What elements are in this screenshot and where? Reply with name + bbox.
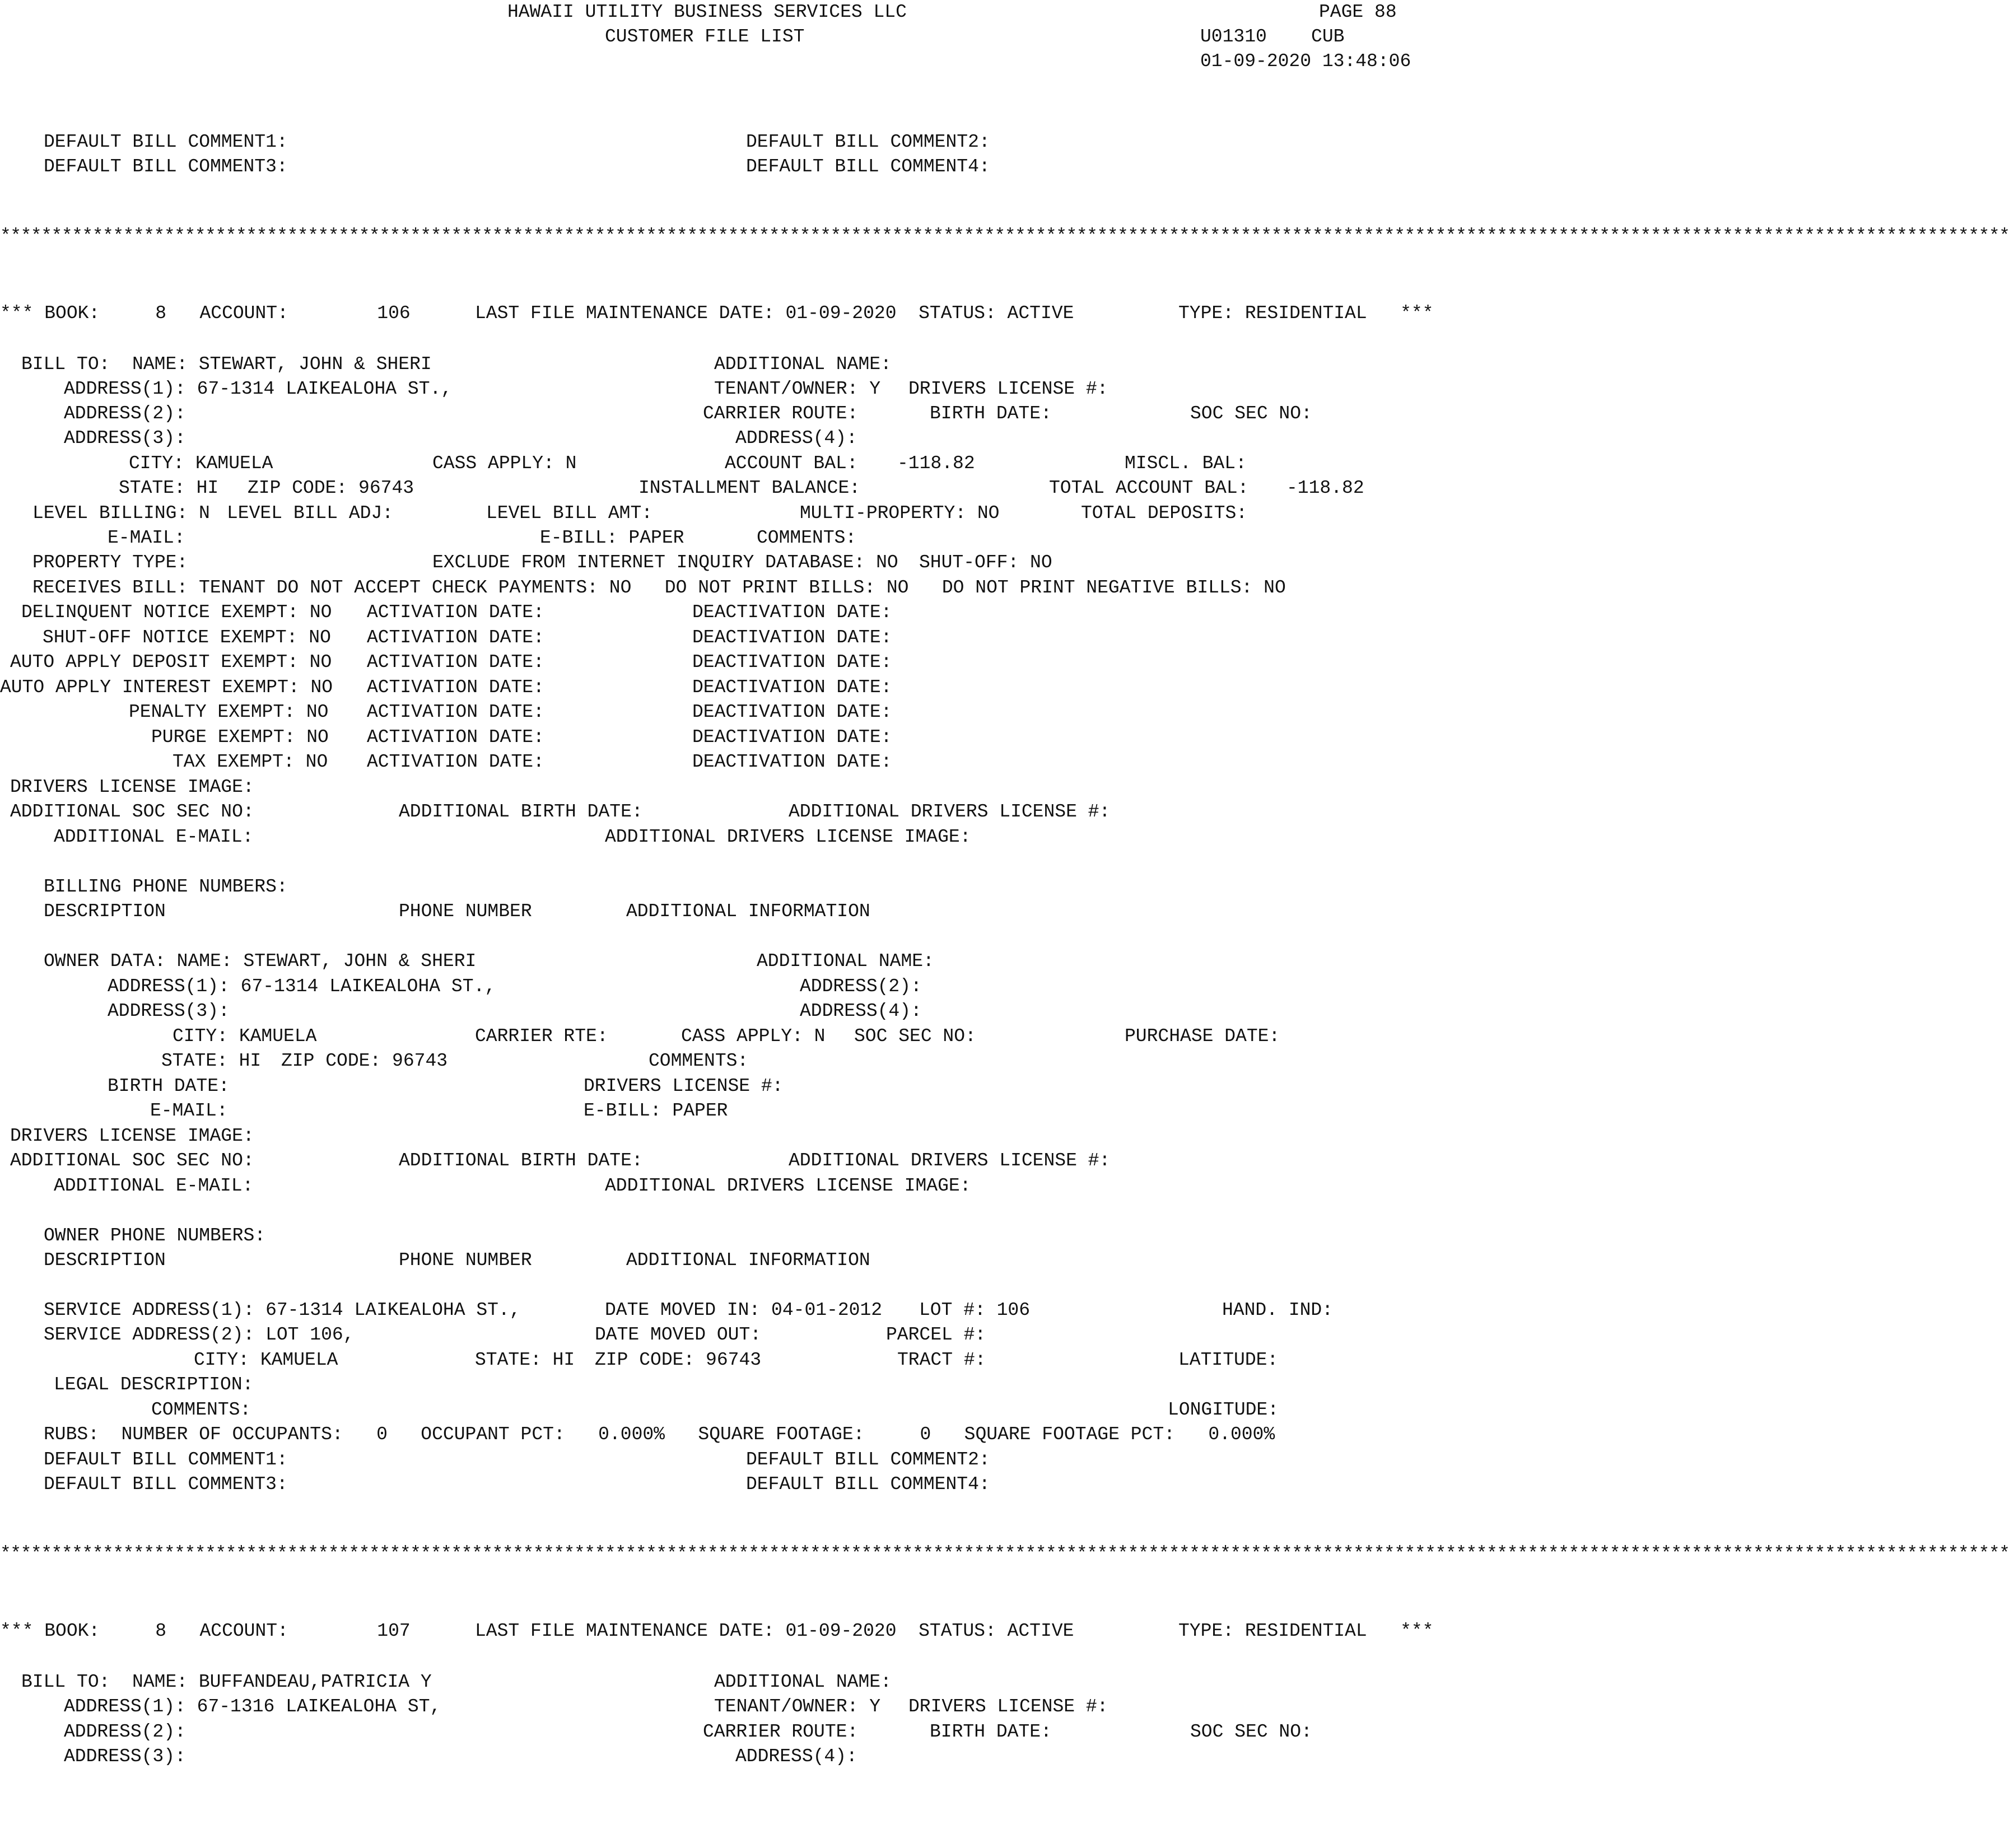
report-line [0, 426, 1428, 451]
field-text: SERVICE ADDRESS(1): 67-1314 LAIKEALOHA ST., [44, 1300, 521, 1320]
report-line [0, 1619, 1434, 1644]
field-text: DEFAULT BILL COMMENT2: [746, 132, 990, 152]
field-text: ADDRESS(1): 67-1316 LAIKEALOHA ST, [64, 1696, 441, 1717]
field-text: MISCL. BAL: [1125, 453, 1247, 474]
field-text: DEFAULT BILL COMMENT3: [44, 156, 288, 177]
field-text: CARRIER RTE: [475, 1026, 608, 1047]
field-text: AUTO APPLY INTEREST EXEMPT: NO [0, 677, 333, 698]
report-line [0, 899, 1428, 924]
field-text: ADDITIONAL SOC SEC NO: [10, 801, 254, 822]
field-text: ZIP CODE: 96743 [281, 1051, 448, 1071]
field-text: SOC SEC NO: [1190, 403, 1312, 424]
field-text: STATE: HI [475, 1350, 575, 1370]
field-text: ADDRESS(4): [735, 1746, 857, 1767]
field-text: ADDITIONAL NAME: [714, 354, 892, 375]
report-line [0, 875, 1428, 899]
field-text: ACTIVATION DATE: [367, 752, 544, 772]
field-text: CARRIER ROUTE: [703, 403, 859, 424]
report-line [0, 800, 1428, 824]
report-line [0, 1323, 1428, 1347]
field-text: DEACTIVATION DATE: [692, 677, 892, 698]
field-text: TYPE: RESIDENTIAL *** [1178, 1621, 1434, 1641]
field-text: *** BOOK: 8 ACCOUNT: 107 [0, 1621, 411, 1641]
field-text: BIRTH DATE: [930, 403, 1052, 424]
field-text: TRACT #: [897, 1350, 986, 1370]
field-text: SHUT-OFF: NO [919, 552, 1052, 573]
report-line [0, 155, 1428, 179]
asterisk-separator: **************************************************************************************************************************************************************************************************** [0, 226, 2009, 246]
report-line [0, 576, 1428, 600]
field-text: DEACTIVATION DATE: [692, 652, 892, 673]
page-number: PAGE 88 [1319, 2, 1397, 22]
report-line [0, 999, 1428, 1024]
field-text: PENALTY EXEMPT: NO [129, 702, 329, 722]
field-text: ACTIVATION DATE: [367, 652, 544, 673]
field-text: ADDRESS(2): [64, 403, 186, 424]
report-line [0, 626, 1428, 650]
report-line [0, 476, 1428, 501]
field-text: *** BOOK: 8 ACCOUNT: 106 [0, 303, 411, 324]
report-title: CUSTOMER FILE LIST [605, 26, 805, 47]
field-text: LEVEL BILL AMT: [486, 503, 653, 524]
field-text: ACTIVATION DATE: [367, 677, 544, 698]
separator-line [0, 1542, 2009, 1566]
report-line [0, 1448, 1428, 1472]
field-text: COMMENTS: [757, 528, 857, 548]
field-text: LAST FILE MAINTENANCE DATE: 01-09-2020 STATUS: ACTIVE [475, 303, 1074, 324]
field-text: ADDITIONAL DRIVERS LICENSE IMAGE: [605, 1175, 971, 1196]
field-text: DESCRIPTION [44, 1250, 166, 1271]
field-text: DRIVERS LICENSE #: [908, 1696, 1108, 1717]
field-text: CASS APPLY: N [432, 453, 577, 474]
field-text: DEFAULT BILL COMMENT4: [746, 156, 990, 177]
field-text: BIRTH DATE: [930, 1721, 1052, 1742]
report-line [0, 675, 1428, 700]
field-text: ADDRESS(4): [735, 428, 857, 449]
field-text: ADDITIONAL BIRTH DATE: [399, 1150, 643, 1171]
field-text: ACTIVATION DATE: [367, 602, 544, 623]
report-line [0, 501, 1428, 526]
field-text: LEVEL BILLING: N [32, 503, 210, 524]
asterisk-separator: **************************************************************************************************************************************************************************************************** [0, 1543, 2009, 1564]
field-text: DEFAULT BILL COMMENT1: [44, 132, 288, 152]
field-text: BILL TO: NAME: BUFFANDEAU,PATRICIA Y [21, 1672, 432, 1692]
field-text: CITY: KAMUELA [173, 1026, 317, 1047]
field-text: DEFAULT BILL COMMENT3: [44, 1474, 288, 1495]
field-text: LEGAL DESCRIPTION: [54, 1374, 254, 1395]
field-text: PROPERTY TYPE: [32, 552, 188, 573]
field-text: SOC SEC NO: [854, 1026, 976, 1047]
report-line [0, 377, 1428, 402]
report-code: U01310 CUB [1200, 26, 1345, 47]
field-text: CASS APPLY: N [681, 1026, 826, 1047]
field-text: ADDITIONAL DRIVERS LICENSE #: [789, 801, 1111, 822]
field-text: ADDRESS(2): [800, 976, 922, 997]
field-text: ZIP CODE: 96743 [248, 478, 414, 498]
field-text: SOC SEC NO: [1190, 1721, 1312, 1742]
field-text: DEACTIVATION DATE: [692, 627, 892, 648]
report-line [0, 550, 1428, 575]
company-name: HAWAII UTILITY BUSINESS SERVICES LLC [507, 2, 907, 22]
report-line [0, 1149, 1428, 1173]
report-line [0, 1248, 1428, 1273]
report-line [0, 130, 1428, 155]
field-text: ADDITIONAL DRIVERS LICENSE #: [789, 1150, 1111, 1171]
field-text: PHONE NUMBER [399, 901, 532, 922]
field-text: LEVEL BILL ADJ: [227, 503, 394, 524]
report-line [0, 1695, 1428, 1719]
field-text: DELINQUENT NOTICE EXEMPT: NO [21, 602, 332, 623]
field-text: DEACTIVATION DATE: [692, 702, 892, 722]
field-text: INSTALLMENT BALANCE: [638, 478, 861, 498]
field-text: ADDITIONAL E-MAIL: [54, 1175, 254, 1196]
field-text: DEACTIVATION DATE: [692, 602, 892, 623]
report-line [0, 1124, 1428, 1149]
field-text: CITY: KAMUELA [129, 453, 273, 474]
field-text: AUTO APPLY DEPOSIT EXEMPT: NO [10, 652, 332, 673]
field-text: DATE MOVED IN: 04-01-2012 [605, 1300, 883, 1320]
field-text: TENANT/OWNER: Y [714, 1696, 881, 1717]
field-text: TYPE: RESIDENTIAL *** [1178, 303, 1434, 324]
report-line [0, 1074, 1428, 1099]
report-line [0, 301, 1434, 326]
field-text: DEFAULT BILL COMMENT1: [44, 1449, 288, 1470]
report-line [0, 775, 1428, 800]
field-text: LOT #: 106 [919, 1300, 1031, 1320]
report-line [0, 1224, 1428, 1248]
report-line [0, 1472, 1428, 1497]
report-line [0, 1398, 1428, 1422]
field-text: LONGITUDE: [1168, 1399, 1279, 1420]
field-text: PURGE EXEMPT: NO [151, 727, 329, 748]
field-text: STATE: HI [119, 478, 219, 498]
field-text: DEACTIVATION DATE: [692, 752, 892, 772]
report-line [0, 526, 1428, 550]
field-text: DEACTIVATION DATE: [692, 727, 892, 748]
field-text: CARRIER ROUTE: [703, 1721, 859, 1742]
report-line [0, 974, 1428, 999]
field-text: ZIP CODE: 96743 [595, 1350, 762, 1370]
report-line [0, 1373, 1428, 1397]
field-text: ADDRESS(3): [108, 1001, 230, 1021]
report-timestamp: 01-09-2020 13:48:06 [1200, 51, 1411, 72]
field-text: LAST FILE MAINTENANCE DATE: 01-09-2020 STATUS: ACTIVE [475, 1621, 1074, 1641]
report-line [0, 352, 1428, 377]
field-text: BIRTH DATE: [108, 1076, 230, 1096]
field-text: COMMENTS: [151, 1399, 251, 1420]
report-line [0, 1670, 1428, 1695]
field-text: DRIVERS LICENSE IMAGE: [10, 1126, 254, 1146]
report-line [0, 1024, 1428, 1049]
field-text: ACTIVATION DATE: [367, 702, 544, 722]
field-text: DESCRIPTION [44, 901, 166, 922]
field-text: ADDITIONAL INFORMATION [626, 1250, 870, 1271]
report-line [0, 1348, 1428, 1373]
field-text: ADDITIONAL NAME: [714, 1672, 892, 1692]
field-text: ADDITIONAL INFORMATION [626, 901, 870, 922]
field-text: TENANT/OWNER: Y [714, 379, 881, 399]
report-line [0, 750, 1428, 774]
field-text: SHUT-OFF NOTICE EXEMPT: NO [43, 627, 331, 648]
report-line [0, 451, 1428, 476]
field-text: ADDRESS(3): [64, 1746, 186, 1767]
report-line [0, 1174, 1428, 1198]
field-text: OWNER PHONE NUMBERS: [44, 1225, 266, 1246]
report-line [0, 700, 1428, 725]
field-text: ACTIVATION DATE: [367, 627, 544, 648]
report-line [0, 600, 1428, 625]
report-line [0, 1099, 1428, 1123]
field-text: ADDRESS(2): [64, 1721, 186, 1742]
field-text: ADDITIONAL SOC SEC NO: [10, 1150, 254, 1171]
field-text: DEFAULT BILL COMMENT4: [746, 1474, 990, 1495]
field-text: ADDITIONAL BIRTH DATE: [399, 801, 643, 822]
field-text: ADDRESS(1): 67-1314 LAIKEALOHA ST., [64, 379, 453, 399]
report-line [0, 1720, 1428, 1744]
field-text: E-MAIL: [150, 1100, 228, 1121]
report-line [0, 949, 1428, 974]
field-text: SERVICE ADDRESS(2): LOT 106, [44, 1324, 355, 1345]
field-text: MULTI-PROPERTY: NO [800, 503, 1000, 524]
report-line [0, 1298, 1428, 1323]
field-text: EXCLUDE FROM INTERNET INQUIRY DATABASE: NO [432, 552, 898, 573]
field-text: TOTAL ACCOUNT BAL: [1049, 478, 1249, 498]
field-text: PURCHASE DATE: [1125, 1026, 1280, 1047]
field-text: COMMENTS: [649, 1051, 749, 1071]
field-text: ADDRESS(4): [800, 1001, 922, 1021]
field-text: TAX EXEMPT: NO [173, 752, 328, 772]
report-line [0, 825, 1428, 850]
field-text: LATITUDE: [1178, 1350, 1279, 1370]
report-line [0, 1422, 1428, 1447]
field-text: RUBS: NUMBER OF OCCUPANTS: 0 OCCUPANT PCT: 0.000% SQUARE FOOTAGE: 0 SQUARE FOOTAGE PCT: 0.000% [44, 1424, 1275, 1445]
field-text: BILL TO: NAME: STEWART, JOHN & SHERI [21, 354, 432, 375]
field-text: DATE MOVED OUT: [595, 1324, 762, 1345]
field-text: PARCEL #: [886, 1324, 986, 1345]
field-text: DRIVERS LICENSE IMAGE: [10, 777, 254, 797]
field-text: ADDITIONAL NAME: [757, 951, 934, 972]
report-line [0, 650, 1428, 675]
field-text: OWNER DATA: NAME: STEWART, JOHN & SHERI [44, 951, 477, 972]
field-text: -118.82 [897, 453, 975, 474]
field-text: ACCOUNT BAL: [725, 453, 858, 474]
field-text: ACTIVATION DATE: [367, 727, 544, 748]
field-text: -118.82 [1286, 478, 1364, 498]
field-text: E-BILL: PAPER [584, 1100, 728, 1121]
field-text: E-BILL: PAPER [540, 528, 684, 548]
report-line [0, 1744, 1428, 1769]
field-text: DRIVERS LICENSE #: [908, 379, 1108, 399]
field-text: TOTAL DEPOSITS: [1081, 503, 1248, 524]
report-line [0, 402, 1428, 426]
field-text: ADDRESS(3): [64, 428, 186, 449]
field-text: PHONE NUMBER [399, 1250, 532, 1271]
field-text: STATE: HI [161, 1051, 262, 1071]
field-text: HAND. IND: [1222, 1300, 1334, 1320]
report-line [0, 1049, 1428, 1074]
field-text: DRIVERS LICENSE #: [584, 1076, 784, 1096]
field-text: RECEIVES BILL: TENANT DO NOT ACCEPT CHECK PAYMENTS: NO DO NOT PRINT BILLS: NO DO NOT PRINT NEGATIVE BILLS: NO [32, 577, 1286, 598]
field-text: BILLING PHONE NUMBERS: [44, 876, 288, 897]
field-text: DEFAULT BILL COMMENT2: [746, 1449, 990, 1470]
field-text: CITY: KAMUELA [194, 1350, 338, 1370]
field-text: E-MAIL: [108, 528, 185, 548]
separator-line [0, 224, 2009, 249]
field-text: ADDITIONAL DRIVERS LICENSE IMAGE: [605, 827, 971, 847]
field-text: ADDRESS(1): 67-1314 LAIKEALOHA ST., [108, 976, 496, 997]
field-text: ADDITIONAL E-MAIL: [54, 827, 254, 847]
report-line [0, 725, 1428, 750]
